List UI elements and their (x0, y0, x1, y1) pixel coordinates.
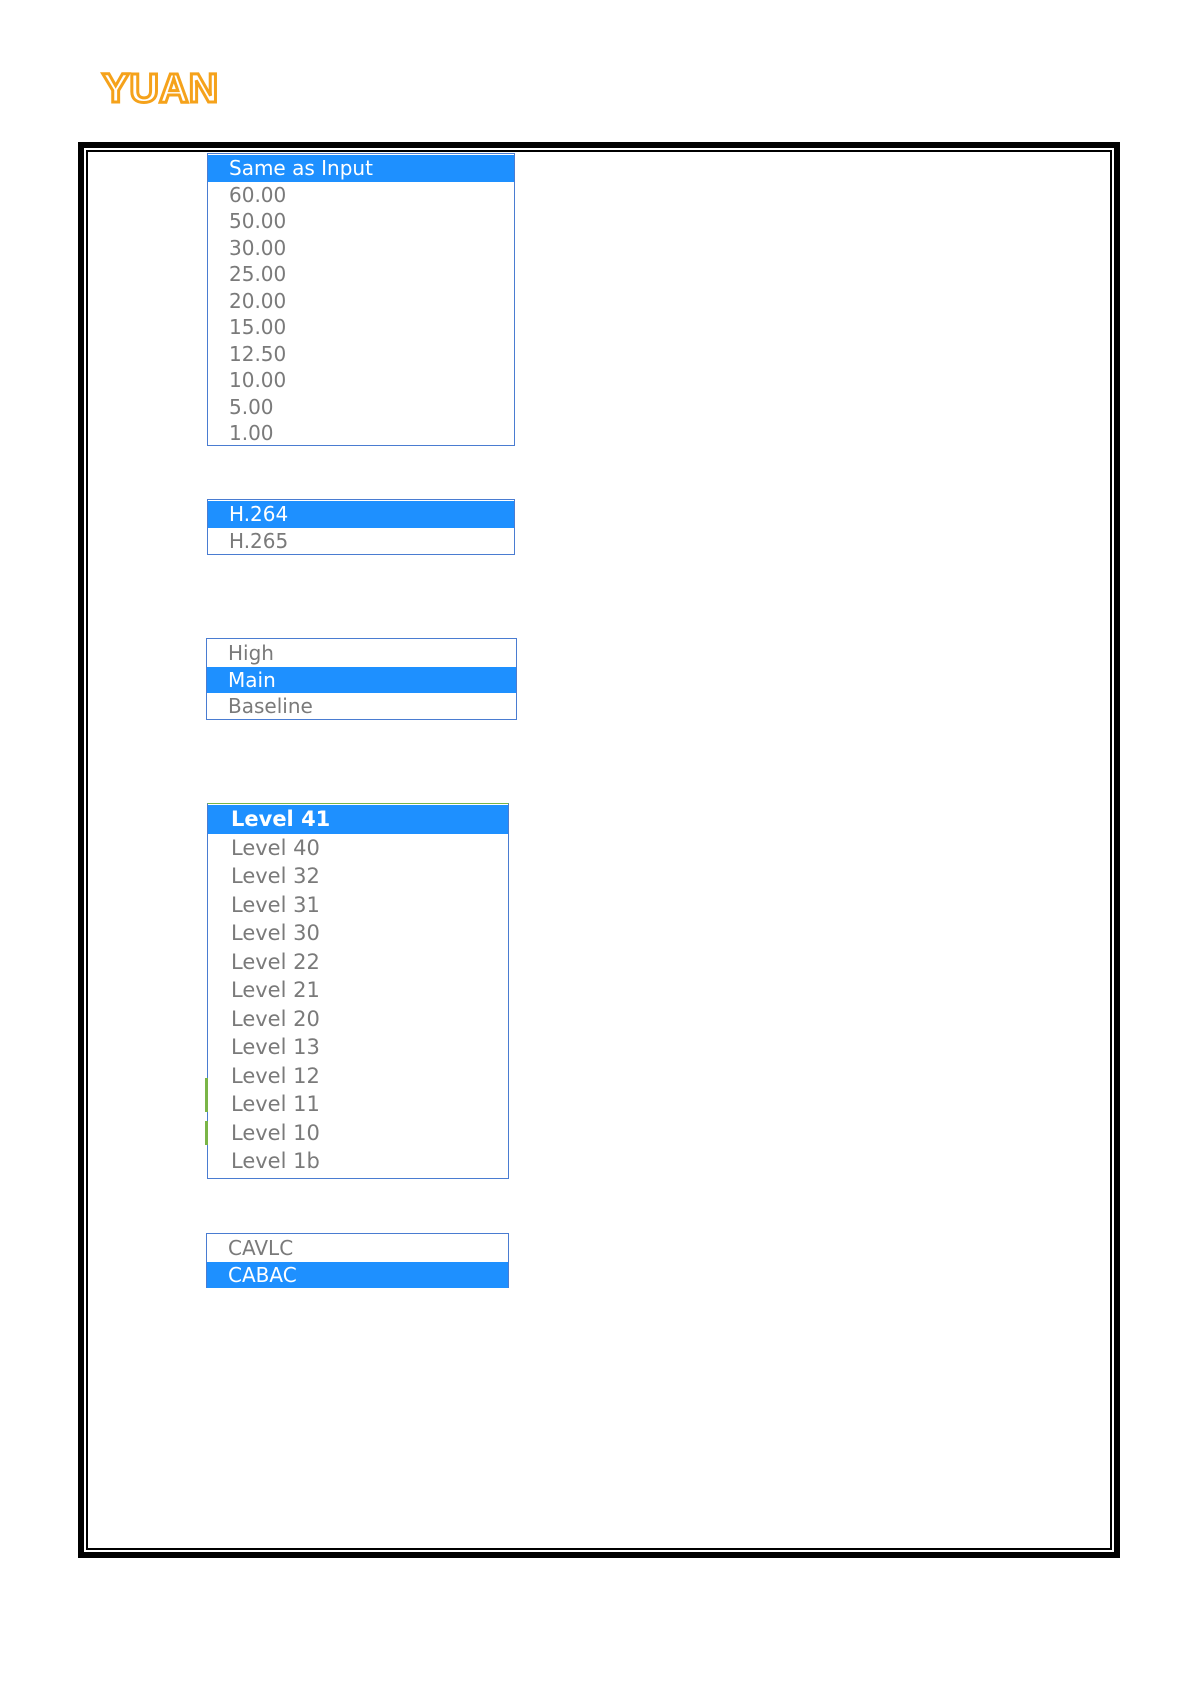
option-level-1b[interactable]: Level 1b (231, 1149, 320, 1173)
yuan-logo (100, 64, 219, 111)
option-h-265[interactable]: H.265 (229, 528, 289, 553)
entropy-listbox[interactable] (206, 1233, 509, 1288)
option-30-00[interactable]: 30.00 (229, 235, 287, 260)
option-level-11[interactable]: Level 11 (231, 1092, 320, 1116)
option-main[interactable]: Main (207, 667, 516, 694)
frame-rate-listbox[interactable] (207, 153, 515, 446)
hidden-control-edge (205, 1078, 208, 1112)
option-cabac[interactable]: CABAC (207, 1262, 508, 1289)
option-level-20[interactable]: Level 20 (231, 1006, 320, 1031)
option-level-10[interactable]: Level 10 (231, 1120, 320, 1145)
option-level-31[interactable]: Level 31 (231, 892, 320, 917)
option-20-00[interactable]: 20.00 (229, 288, 287, 313)
profile-listbox[interactable] (206, 638, 517, 720)
option-level-12[interactable]: Level 12 (231, 1063, 320, 1088)
option-15-00[interactable]: 15.00 (229, 315, 287, 339)
option-10-00[interactable]: 10.00 (229, 368, 287, 392)
option-1-00[interactable]: 1.00 (229, 421, 274, 445)
option-h-264[interactable]: H.264 (208, 501, 514, 528)
option-level-41[interactable]: Level 41 (208, 805, 508, 834)
option-60-00[interactable]: 60.00 (229, 182, 287, 207)
option-level-40[interactable]: Level 40 (231, 835, 320, 860)
hidden-control-edge (205, 1121, 208, 1145)
option-25-00[interactable]: 25.00 (229, 262, 287, 286)
option-baseline[interactable]: Baseline (228, 694, 313, 718)
option-level-21[interactable]: Level 21 (231, 978, 320, 1002)
option-high[interactable]: High (228, 641, 274, 665)
logo-text: YUAN (102, 65, 219, 111)
option-12-50[interactable]: 12.50 (229, 341, 287, 366)
level-listbox[interactable] (207, 803, 509, 1179)
option-50-00[interactable]: 50.00 (229, 209, 287, 233)
option-level-13[interactable]: Level 13 (231, 1035, 320, 1059)
option-cavlc[interactable]: CAVLC (228, 1236, 294, 1260)
option-5-00[interactable]: 5.00 (229, 394, 274, 419)
codec-listbox[interactable] (207, 499, 515, 555)
option-level-32[interactable]: Level 32 (231, 864, 320, 888)
option-same-as-input[interactable]: Same as Input (208, 155, 514, 182)
option-level-22[interactable]: Level 22 (231, 949, 320, 974)
option-level-30[interactable]: Level 30 (231, 921, 320, 945)
